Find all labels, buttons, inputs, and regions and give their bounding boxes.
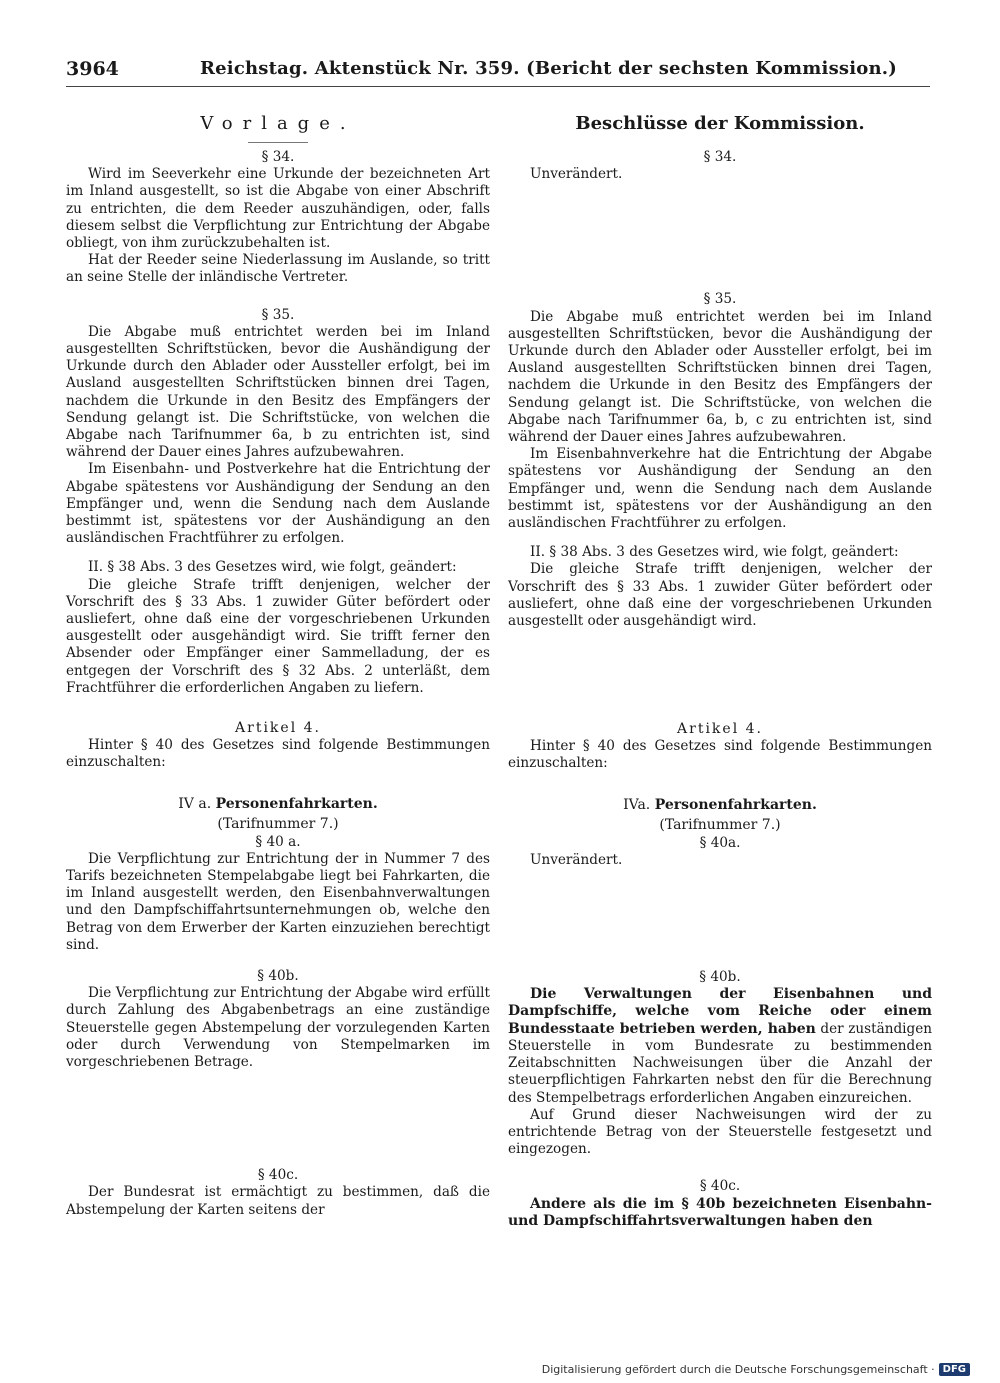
paragraph: Die Verpflichtung zur Entrichtung der in Nummer 7 des Tarifs bezeichneten Stempelabgabe liegt bei Fahrkarten, die im Inland ausgestellt werden, den Eisenbahnverwaltungen und den Dampfschiffahrtsunternehmungen ob, welche den Betrag von dem Erwerber der Karten einzuziehen berechtigt sind. xyxy=(66,850,490,953)
paragraph: II. § 38 Abs. 3 des Gesetzes wird, wie folgt, geändert: xyxy=(530,544,899,561)
subheading-prefix: IV a. xyxy=(178,795,212,812)
subheading xyxy=(66,794,490,814)
paragraph: Die Verpflichtung zur Entrichtung der Abgabe wird erfüllt durch Zahlung des Abgabenbetrags an eine zuständige Steuerstelle gegen Abstempelung der vorzulegenden Karten oder durch Verwendung von Stempelmarken im vorgeschriebenen Betrage. xyxy=(66,985,490,1070)
emphasized-text: Andere als die im § 40b bezeichneten Eisenbahn- und Dampfschiffahrtsverwaltungen haben den xyxy=(508,1195,932,1229)
paragraph: Die Abgabe muß entrichtet werden bei im Inland ausgestellten Schriftstücken, bevor die Aushändigung der Urkunde durch den Ablader oder Aussteller erfolgt, bei im Ausland ausgestellten Schriftstücken binnen drei Tagen, nachdem die Urkunde in den Besitz des Empfängers der Sendung gelangt ist. Die Schriftstücke, von welchen die Abgabe nach Tarifnummer 6a, b, c zu entrichten ist, sind während der Dauer eines Jahres aufzubewahren. xyxy=(508,308,932,446)
credit-text: Digitalisierung gefördert durch die Deutsche Forschungsgemeinschaft · xyxy=(541,1363,935,1376)
paragraph: II. § 38 Abs. 3 des Gesetzes wird, wie folgt, geändert: xyxy=(88,559,457,576)
digitization-credit xyxy=(542,1363,970,1376)
right-column-heading: Beschlüsse der Kommission. xyxy=(575,113,865,134)
paragraph: Wird im Seeverkehr eine Urkunde der bezeichneten Art im Inland ausgestellt, so ist die Abgabe von einer Abschrift zu entrichten, die dem Reeder auszuhändigen, oder, falls diesem selbst die Verpflichtung zur Entrichtung der Abgabe obliegt, von ihm zurückzubehalten ist. xyxy=(66,166,490,252)
section-title: § 40b. xyxy=(699,969,741,986)
subheading-title: Personenfahrkarten. xyxy=(215,795,378,812)
section-title: § 35. xyxy=(261,306,295,323)
tarif-note: (Tarifnummer 7.) xyxy=(659,816,781,833)
subheading-prefix: IVa. xyxy=(623,796,651,813)
section-title: § 34. xyxy=(703,149,737,165)
paragraph: Unverändert. xyxy=(530,851,623,868)
paragraph: Hinter § 40 des Gesetzes sind folgende Bestimmungen einzuschalten: xyxy=(66,737,490,771)
paragraph: Auf Grund dieser Nachweisungen wird der zu entrichtende Betrag von der Steuerstelle festgesetzt und eingezogen. xyxy=(508,1106,932,1158)
paragraph: Hinter § 40 des Gesetzes sind folgende Bestimmungen einzuschalten: xyxy=(508,738,932,772)
paragraph: Im Eisenbahn- und Postverkehre hat die Entrichtung der Abgabe spätestens vor Aushändigung der Sendung an den Empfänger und, wenn die Sendung nach dem Auslande bestimmt ist, spätestens vor der Aushändigung an den ausländischen Frachtführer zu erfolgen. xyxy=(66,461,490,547)
page-number: 3964 xyxy=(66,58,119,80)
paragraph: Hat der Reeder seine Niederlassung im Auslande, so tritt an seine Stelle der inländische Vertreter. xyxy=(66,252,490,286)
left-column xyxy=(66,110,490,1219)
section-title: § 40 a. xyxy=(255,833,301,850)
page-header xyxy=(0,58,1000,88)
right-column xyxy=(508,110,932,1230)
paragraph: Unverändert. xyxy=(530,166,623,183)
section-title: § 40c. xyxy=(257,1167,299,1184)
dfg-logo-icon: DFG xyxy=(939,1363,970,1376)
article-title: Artikel 4. xyxy=(677,721,763,738)
paragraph: Die Abgabe muß entrichtet werden bei im Inland ausgestellten Schriftstücken, bevor die Aushändigung der Urkunde durch den Ablader oder Aussteller erfolgt, bei im Ausland ausgestellten Schriftstücken binnen drei Tagen, nachdem die Urkunde in den Besitz des Empfängers der Sendung gelangt ist. Die Schriftstücke, von welchen die Abgabe nach Tarifnummer 6a, b zu entrichten ist, sind während der Dauer eines Jahres aufzubewahren. xyxy=(66,323,490,461)
subheading-title: Personenfahrkarten. xyxy=(654,796,817,813)
paragraph: Die gleiche Strafe trifft denjenigen, welcher der Vorschrift des § 33 Abs. 1 zuwider Güter befördert oder ausliefert, ohne daß eine der vorgeschriebenen Urkunden ausgestellt oder ausgehändigt wird. Sie trifft ferner den Absender oder Empfänger einer Sammelladung, der es entgegen der Vorschrift des § 32 Abs. 2 unterläßt, dem Frachtführer die erforderlichen Angaben zu liefern. xyxy=(66,576,490,696)
paragraph xyxy=(508,1196,932,1230)
emphasized-text: Die Verwaltungen der Eisenbahnen und Dampfschiffe, welche vom Reiche oder einem Bundesstaate betrieben werden, haben xyxy=(508,986,932,1037)
section-title: § 34. xyxy=(261,149,295,165)
section-title: § 40c. xyxy=(699,1178,741,1195)
header-rule xyxy=(66,86,930,87)
heading-divider xyxy=(248,142,308,143)
tarif-note: (Tarifnummer 7.) xyxy=(217,815,339,832)
section-title: § 40a. xyxy=(699,834,741,851)
section-title: § 35. xyxy=(703,291,737,308)
running-head: Reichstag. Aktenstück Nr. 359. (Bericht der sechsten Kommission.) xyxy=(200,58,897,79)
paragraph: Der Bundesrat ist ermächtigt zu bestimmen, daß die Abstempelung der Karten seitens der xyxy=(66,1184,490,1218)
left-column-heading: Vorlage. xyxy=(200,113,356,134)
article-title: Artikel 4. xyxy=(235,720,321,737)
paragraph: Die gleiche Strafe trifft denjenigen, welcher der Vorschrift des § 33 Abs. 1 zuwider Güter befördert oder ausliefert, ohne daß eine der vorgeschriebenen Urkunden ausgestellt oder ausgehändigt wird. xyxy=(508,561,932,630)
subheading xyxy=(508,795,932,815)
paragraph: Im Eisenbahnverkehre hat die Entrichtung der Abgabe spätestens vor Aushändigung der Sendung an den Empfänger und, wenn die Sendung nach dem Auslande bestimmt ist, spätestens vor der Aushändigung an den ausländischen Frachtführer zu erfolgen. xyxy=(508,446,932,532)
heading-spacer xyxy=(690,142,750,143)
paragraph-continuation: der zuständigen Steuerstelle in vom Bundesrate zu bestimmenden Zeitabschnitten Nachweisungen über die Anzahl der steuerpflichtigen Fahrkarten nebst den für die Berechnung des Stempelbetrags erforderlichen Angaben einzureichen. xyxy=(508,1020,933,1106)
section-title: § 40b. xyxy=(257,967,299,984)
paragraph xyxy=(508,986,932,1106)
